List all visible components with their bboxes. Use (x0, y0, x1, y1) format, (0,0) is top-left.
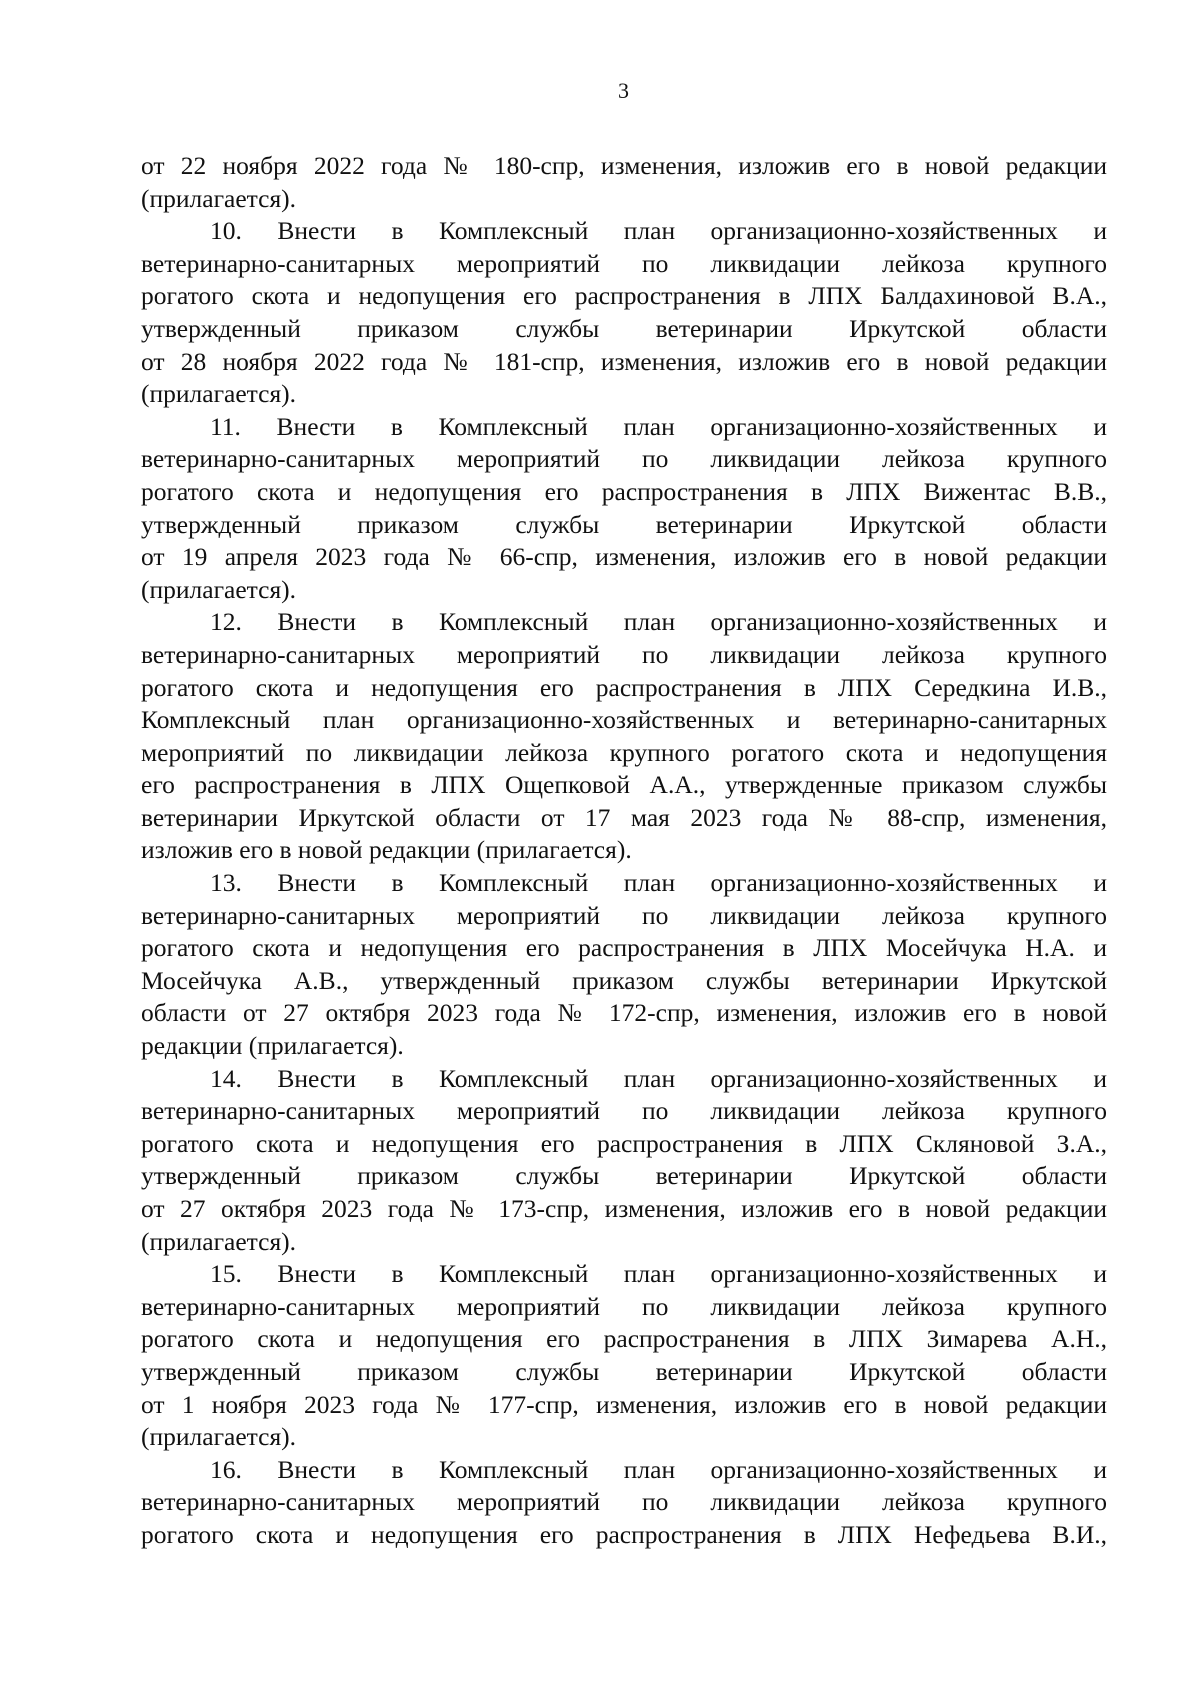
paragraph-item-13 (141, 867, 1107, 1063)
text-line: от 19 апреля 2023 года № 66-спр, изменения, изложив его в новой редакции (141, 542, 1107, 572)
text-line: рогатого скота и недопущения его распространения в ЛПХ Вижентас В.В., (141, 476, 1107, 506)
paragraph-item-11 (141, 411, 1107, 607)
text-line: рогатого скота и недопущения его распространения в ЛПХ Балдахиновой В.А., (141, 281, 1107, 311)
text-line: редакции (прилагается). (141, 1031, 404, 1061)
text-line: ветеринарно-санитарных мероприятий по ликвидации лейкоза крупного (141, 639, 1107, 669)
text-line: ветеринарно-санитарных мероприятий по ликвидации лейкоза крупного (141, 248, 1107, 278)
text-line: 13. Внести в Комплексный план организационно-хозяйственных и (210, 868, 1107, 898)
text-line: ветеринарно-санитарных мероприятий по ликвидации лейкоза крупного (141, 900, 1107, 930)
text-line: от 1 ноября 2023 года № 177-спр, изменения, изложив его в новой редакции (141, 1389, 1107, 1419)
text-line: ветеринарно-санитарных мероприятий по ликвидации лейкоза крупного (141, 444, 1107, 474)
text-line: 10. Внести в Комплексный план организационно-хозяйственных и (210, 216, 1107, 246)
text-line: ветеринарно-санитарных мероприятий по ликвидации лейкоза крупного (141, 1096, 1107, 1126)
text-line: 12. Внести в Комплексный план организационно-хозяйственных и (210, 607, 1107, 637)
paragraph-continuation (141, 150, 1107, 215)
text-line: Комплексный план организационно-хозяйственных и ветеринарно-санитарных (141, 705, 1107, 735)
text-line: 14. Внести в Комплексный план организационно-хозяйственных и (210, 1063, 1107, 1093)
text-line: ветеринарно-санитарных мероприятий по ликвидации лейкоза крупного (141, 1291, 1107, 1321)
text-line: Мосейчука А.В., утвержденный приказом службы ветеринарии Иркутской (141, 965, 1107, 995)
text-line: мероприятий по ликвидации лейкоза крупного рогатого скота и недопущения (141, 737, 1107, 767)
text-line: (прилагается). (141, 1422, 297, 1452)
text-line: изложив его в новой редакции (прилагается). (141, 835, 632, 865)
text-line: рогатого скота и недопущения его распространения в ЛПХ Скляновой З.А., (141, 1128, 1107, 1158)
text-line: утвержденный приказом службы ветеринарии Иркутской области (141, 313, 1107, 343)
paragraph-item-14 (141, 1063, 1107, 1259)
text-line: рогатого скота и недопущения его распространения в ЛПХ Мосейчука Н.А. и (141, 933, 1107, 963)
text-line: 16. Внести в Комплексный план организационно-хозяйственных и (210, 1454, 1107, 1484)
text-line: (прилагается). (141, 1226, 297, 1256)
page-number: 3 (618, 78, 629, 103)
text-line: (прилагается). (141, 183, 297, 213)
text-line: ветеринарно-санитарных мероприятий по ликвидации лейкоза крупного (141, 1487, 1107, 1517)
text-line: его распространения в ЛПХ Ощепковой А.А., утвержденные приказом службы (141, 770, 1107, 800)
text-line: (прилагается). (141, 574, 297, 604)
text-line: утвержденный приказом службы ветеринарии Иркутской области (141, 509, 1107, 539)
text-line: от 27 октября 2023 года № 173-спр, изменения, изложив его в новой редакции (141, 1194, 1107, 1223)
text-line: 15. Внести в Комплексный план организационно-хозяйственных и (210, 1259, 1107, 1289)
paragraph-item-16 (141, 1454, 1107, 1552)
text-line: утвержденный приказом службы ветеринарии Иркутской области (141, 1161, 1107, 1191)
text-line: 11. Внести в Комплексный план организационно-хозяйственных и (210, 411, 1107, 441)
text-line: утвержденный приказом службы ветеринарии Иркутской области (141, 1356, 1107, 1386)
paragraph-item-15 (141, 1258, 1107, 1454)
text-line: от 28 ноября 2022 года № 181-спр, изменения, изложив его в новой редакции (141, 346, 1107, 376)
text-line: ветеринарии Иркутской области от 17 мая 2023 года № 88-спр, изменения, (141, 802, 1107, 832)
paragraph-item-12 (141, 606, 1107, 867)
text-line: (прилагается). (141, 379, 297, 409)
document-body (141, 150, 1107, 1552)
text-line: рогатого скота и недопущения его распространения в ЛПХ Зимарева А.Н., (141, 1324, 1107, 1354)
text-line: области от 27 октября 2023 года № 172-спр, изменения, изложив его в новой (141, 998, 1107, 1028)
text-line: от 22 ноября 2022 года № 180-спр, изменения, изложив его в новой редакции (141, 151, 1107, 180)
text-line: рогатого скота и недопущения его распространения в ЛПХ Середкина И.В., (141, 672, 1107, 702)
paragraph-item-10 (141, 215, 1107, 411)
text-line: рогатого скота и недопущения его распространения в ЛПХ Нефедьева В.И., (141, 1519, 1107, 1549)
